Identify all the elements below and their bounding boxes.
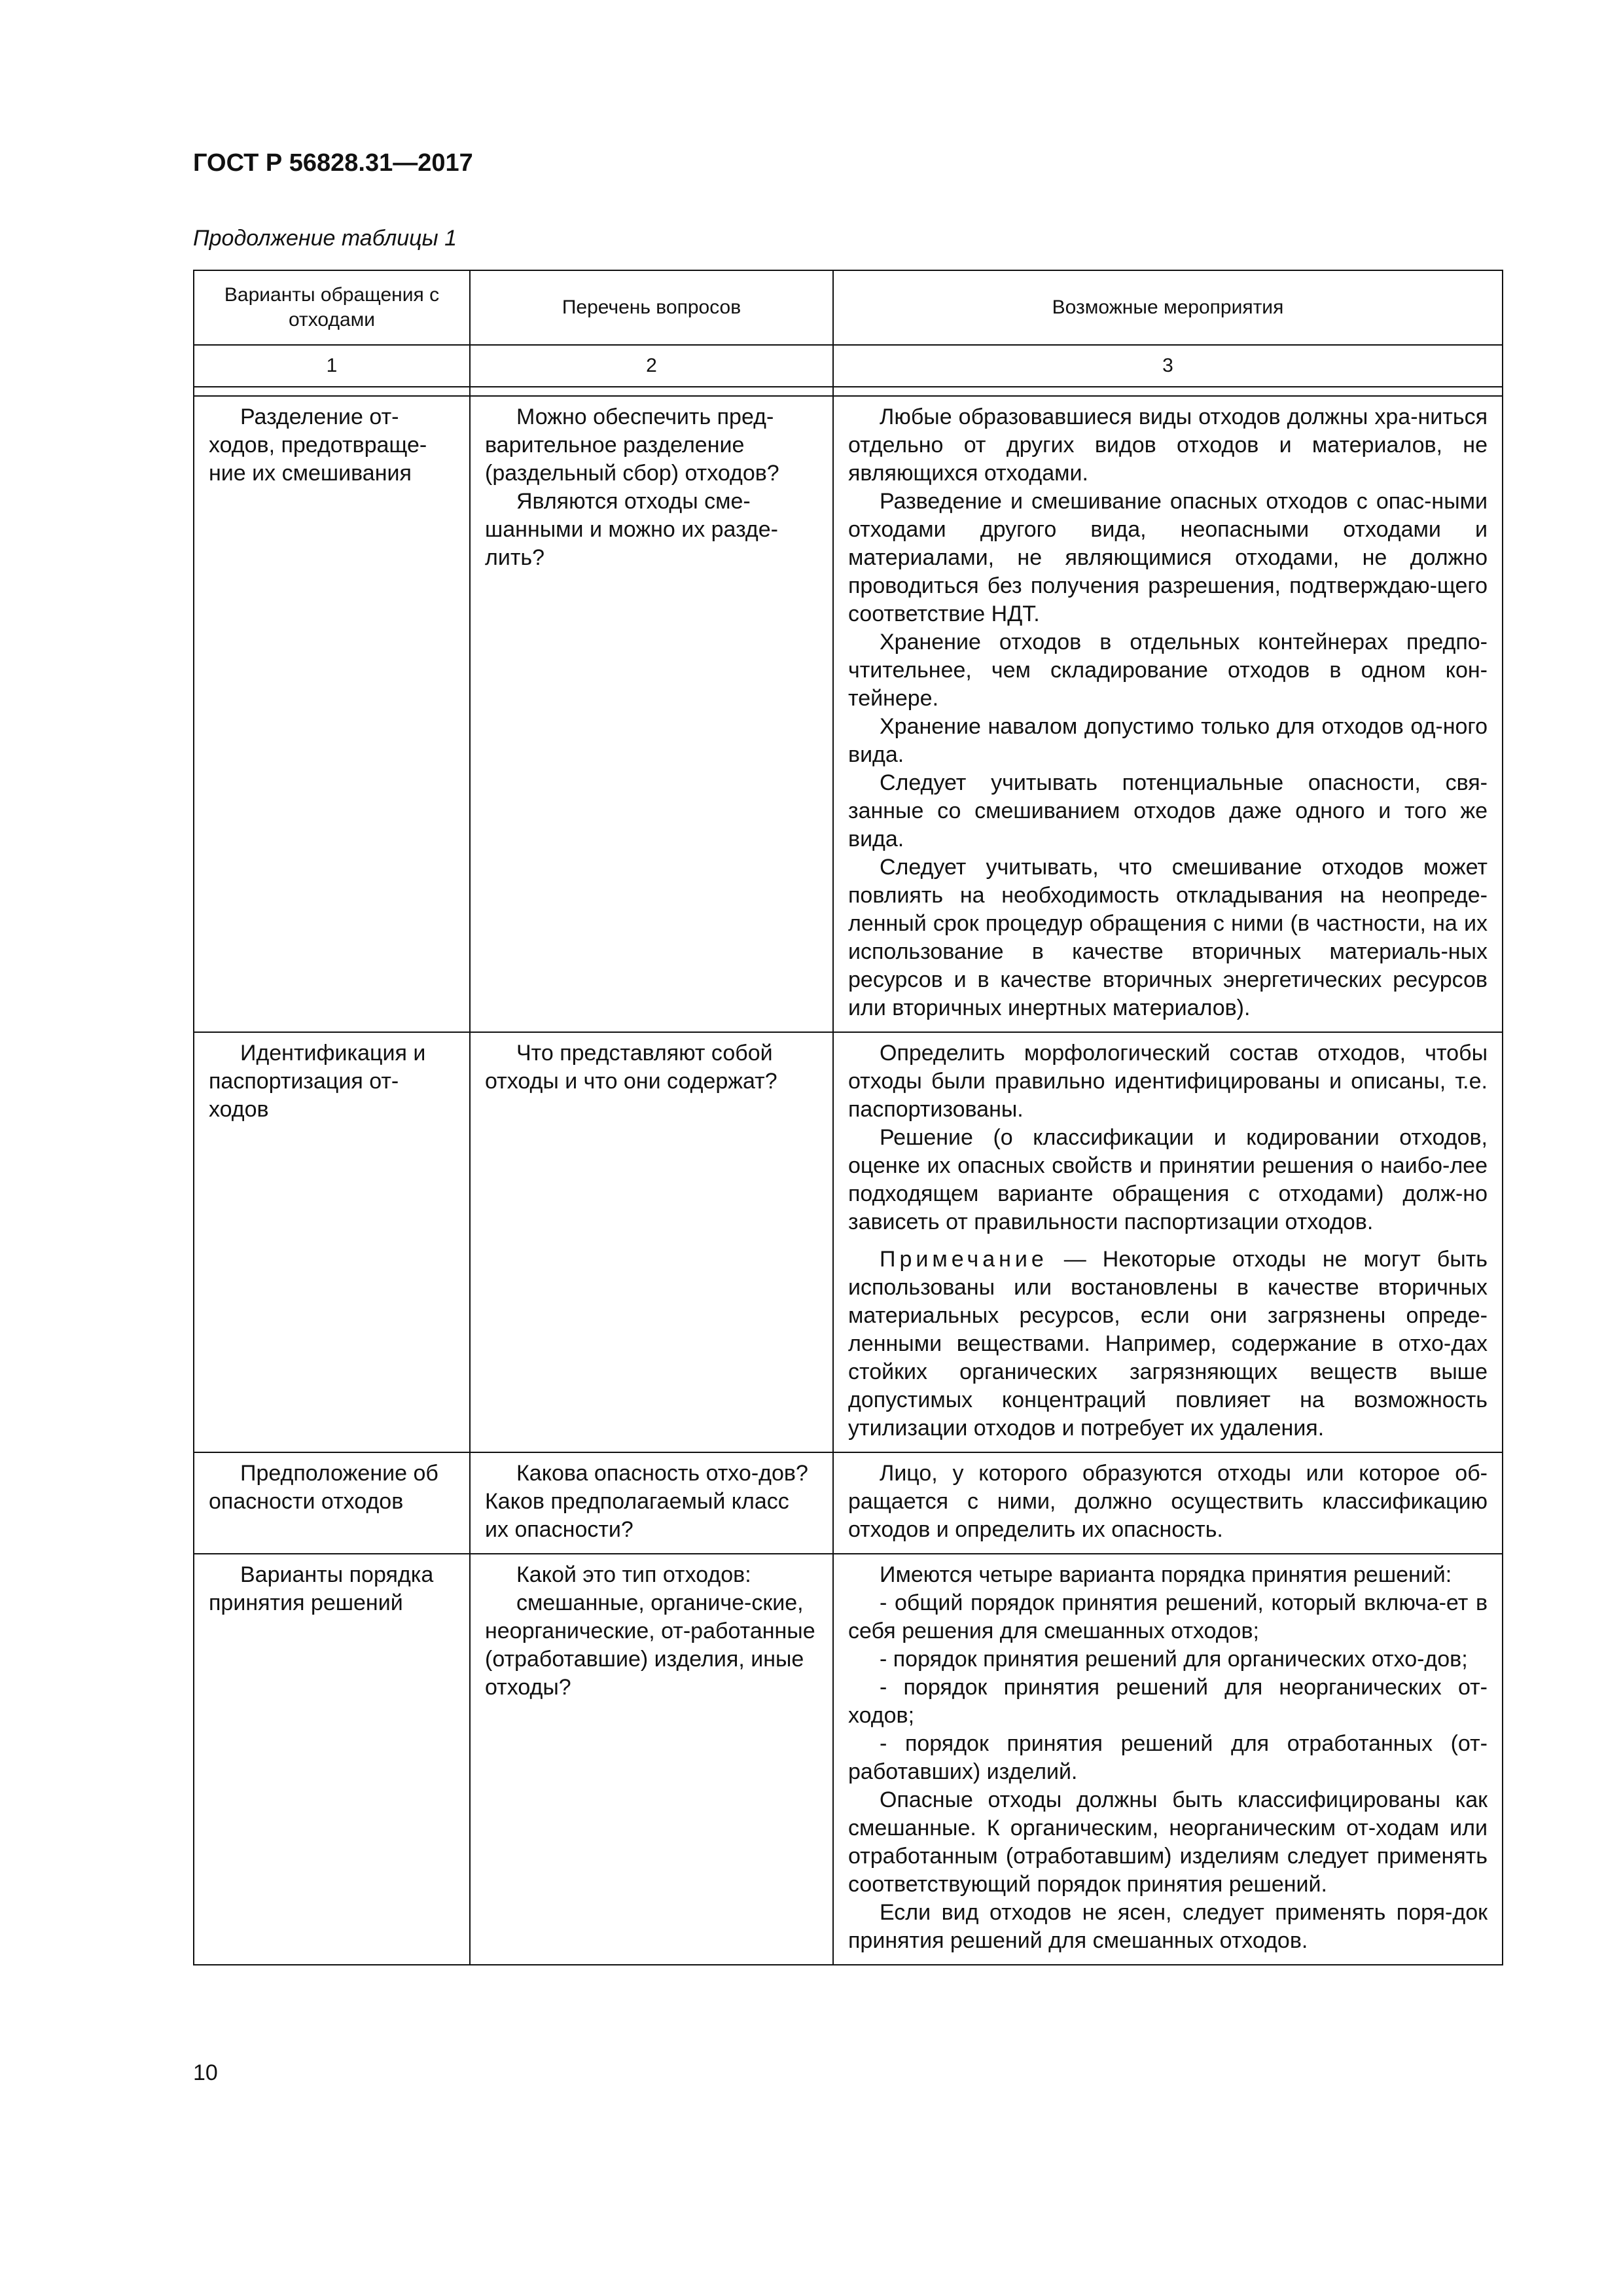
waste-option: Предположение об опасности отходов (209, 1461, 438, 1514)
column-number: 2 (470, 345, 833, 387)
measure: Хранение навалом допустимо только для отходов од-ного вида. (848, 714, 1488, 767)
measure: - порядок принятия решений для отработанных (от-работавших) изделий. (848, 1731, 1488, 1784)
table-header-row (194, 270, 1503, 345)
measures-cell (833, 1032, 1503, 1452)
measure: - порядок принятия решений для органических отхо-дов; (880, 1647, 1468, 1672)
measures-cell (833, 1554, 1503, 1965)
questions-cell (470, 1032, 833, 1452)
measure: Определить морфологический состав отходов, чтобы отходы были правильно идентифицированы и описаны, т.е. паспортизованы. (848, 1041, 1488, 1122)
question: Можно обеспечить пред-варительное разделение (раздельный сбор) отходов? (485, 404, 779, 486)
column-header: Возможные мероприятия (833, 270, 1503, 345)
waste-option: Разделение от-ходов, предотвраще-ние их смешивания (209, 404, 427, 486)
questions-cell (470, 1554, 833, 1965)
waste-option-cell (194, 1554, 470, 1965)
measure: Если вид отходов не ясен, следует применять поря-док принятия решений для смешанных отходов. (848, 1900, 1488, 1953)
table-row (194, 396, 1503, 1032)
waste-option: Варианты порядка принятия решений (209, 1562, 434, 1615)
measures-cell (833, 396, 1503, 1032)
question: Что представляют собой отходы и что они содержат? (485, 1041, 777, 1094)
table-gap (194, 387, 1503, 396)
measure: Следует учитывать потенциальные опасности, свя-занные со смешиванием отходов даже одного и того же вида. (848, 770, 1488, 852)
questions-cell (470, 1452, 833, 1554)
note (848, 1246, 1488, 1443)
measure: Имеются четыре варианта порядка принятия решений: (880, 1562, 1452, 1587)
column-number: 3 (833, 345, 1503, 387)
column-header: Перечень вопросов (470, 270, 833, 345)
question: Какой это тип отходов: (516, 1562, 751, 1587)
note-label: Примечание (880, 1247, 1048, 1272)
measure: Любые образовавшиеся виды отходов должны хра-ниться отдельно от других видов отходов и материалов, не являющихся отходами. (848, 404, 1488, 486)
main-table (193, 270, 1503, 1965)
table-caption: Продолжение таблицы 1 (193, 226, 457, 251)
table-row (194, 1032, 1503, 1452)
waste-option-cell (194, 1032, 470, 1452)
measure: - общий порядок принятия решений, который включа-ет в себя решения для смешанных отходов; (848, 1590, 1488, 1643)
measure: Решение (о классификации и кодировании отходов, оценке их опасных свойств и принятии решения о наибо-лее подходящем варианте обращения с отходами) долж-но зависеть от правильности паспортизации отходов. (848, 1125, 1488, 1234)
document-number: ГОСТ Р 56828.31—2017 (193, 149, 473, 177)
question: Являются отходы сме-шанными и можно их разде-лить? (485, 489, 778, 570)
questions-cell (470, 396, 833, 1032)
measure: - порядок принятия решений для неорганических от-ходов; (848, 1675, 1488, 1728)
measure: Разведение и смешивание опасных отходов с опас-ными отходами другого вида, неопасными отходами и материалами, не являющимися отходами, не должно проводиться без получения разрешения, подтверждаю-щего соответствие НДТ. (848, 489, 1488, 626)
measure: Лицо, у которого образуются отходы или которое об-ращается с ними, должно осуществить классификацию отходов и определить их опасность. (848, 1461, 1488, 1542)
column-number-row (194, 345, 1503, 387)
measures-cell (833, 1452, 1503, 1554)
measure: Опасные отходы должны быть классифицированы как смешанные. К органическим, неорганическим от-ходам или отработанным (отработавшим) изделиям следует применять соответствующий порядок принятия решений. (848, 1787, 1488, 1897)
measure: Хранение отходов в отдельных контейнерах предпо-чтительнее, чем складирование отходов в одном кон-тейнере. (848, 630, 1488, 711)
question: смешанные, органиче-ские, неорганические, от-работанные (отработавшие) изделия, иные отходы? (485, 1590, 815, 1700)
table-row (194, 1554, 1503, 1965)
note-text: — Некоторые отходы не могут быть использованы или востановлены в качестве вторичных материальных ресурсов, если они загрязнены опреде-ленными веществами. Например, содержание в отхо-дах стойких органических загрязняющих веществ выше допустимых концентраций повлияет на возможность утилизации отходов и потребует их удаления. (848, 1247, 1488, 1441)
page-number: 10 (193, 2060, 218, 2085)
column-header: Варианты обращения с отходами (194, 270, 470, 345)
waste-option-cell (194, 1452, 470, 1554)
question: Какова опасность отхо-дов? Каков предполагаемый класс их опасности? (485, 1461, 808, 1542)
column-number: 1 (194, 345, 470, 387)
waste-option: Идентификация и паспортизация от-ходов (209, 1041, 426, 1122)
table-row (194, 1452, 1503, 1554)
measure: Следует учитывать, что смешивание отходов может повлиять на необходимость откладывания на неопреде-ленный срок процедур обращения с ними (в частности, на их использование в качестве вторичных материаль-ных ресурсов и в качестве вторичных энергетических ресурсов или вторичных инертных материалов). (848, 855, 1488, 1020)
waste-option-cell (194, 396, 470, 1032)
